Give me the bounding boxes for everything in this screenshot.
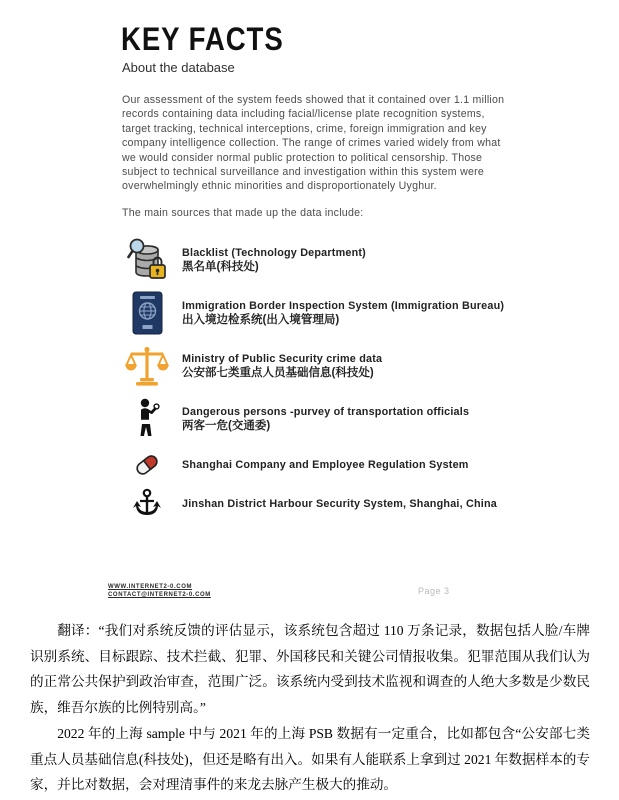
source-text	[182, 406, 469, 433]
intro-paragraph: Our assessment of the system feeds showed that it contained over 1.1 million records containing data including facial/license plate recognition systems, target tracking, technical interceptions, crime, foreign immigration and key company intelligence collection. The range of crimes varied widely from what we would consider normal public protection to political censorship. Those subject to technical surveillance and investigation within this system were overwhelmingly ethnic minorities and disproportionately Uyghur.	[122, 94, 505, 193]
source-title-cn: 出入境边检系统(出入境管理局)	[182, 313, 340, 326]
source-title-cn: 两客一危(交通委)	[182, 419, 271, 432]
translation-paragraph-2: 2022 年的上海 sample 中与 2021 年的上海 PSB 数据有一定重合，比如都包含“公安部七类重点人员基础信息(科技处)，但还是略有出入。如果有人能联系上拿到过 2021 年数据样本的专家，并比对数据，会对理清事件的来龙去脉产生极大的推动。	[30, 726, 590, 792]
page-title: KEY FACTS	[121, 22, 284, 58]
source-list	[124, 237, 544, 527]
anchor-icon	[124, 488, 170, 520]
footer-links	[108, 583, 211, 599]
source-title: Blacklist (Technology Department)	[182, 246, 366, 259]
translation-paragraph-1: 翻译：“我们对系统反馈的评估显示，该系统包含超过 110 万条记录，数据包括人脸/车牌识别系统、目标跟踪、技术拦截、犯罪、外国移民和关键公司情报收集。犯罪范围从我们认为的正常公共保护到政治审查，范围广泛。该系统内受到技术监视和调查的人绝大多数是少数民族，维吾尔族的比例特别高。”	[30, 623, 590, 715]
database-search-lock-icon	[124, 238, 170, 282]
source-title: Shanghai Company and Employee Regulation System	[182, 458, 469, 471]
list-item	[124, 396, 544, 442]
source-title-cn: 黑名单(科技处)	[182, 260, 259, 273]
list-item	[124, 343, 544, 389]
source-text	[182, 459, 469, 472]
source-title: Ministry of Public Security crime data	[182, 352, 383, 365]
contact-email-link[interactable]: CONTACT@INTERNET2-0.COM	[108, 592, 211, 598]
list-item	[124, 488, 544, 520]
website-link[interactable]: WWW.INTERNET2-0.COM	[108, 584, 193, 590]
source-title-cn: 公安部七类重点人员基础信息(科技处)	[182, 366, 374, 379]
scales-of-justice-icon	[124, 345, 170, 387]
source-text	[182, 353, 382, 380]
source-title: Immigration Border Inspection System (Immigration Bureau)	[182, 299, 505, 312]
walking-person-icon	[124, 398, 170, 440]
translation-block	[30, 618, 590, 798]
source-title: Jinshan District Harbour Security System, Shanghai, China	[182, 497, 497, 510]
page-number: Page 3	[418, 586, 450, 596]
source-text	[182, 247, 366, 274]
source-title: Dangerous persons -purvey of transportation officials	[182, 405, 470, 418]
list-item	[124, 449, 544, 481]
sources-intro-line: The main sources that made up the data include:	[122, 207, 364, 219]
source-text	[182, 300, 504, 327]
list-item	[124, 237, 544, 283]
passport-icon	[124, 291, 170, 335]
page-subtitle: About the database	[122, 60, 235, 75]
pill-icon	[124, 451, 170, 479]
source-text	[182, 498, 497, 511]
list-item	[124, 290, 544, 336]
